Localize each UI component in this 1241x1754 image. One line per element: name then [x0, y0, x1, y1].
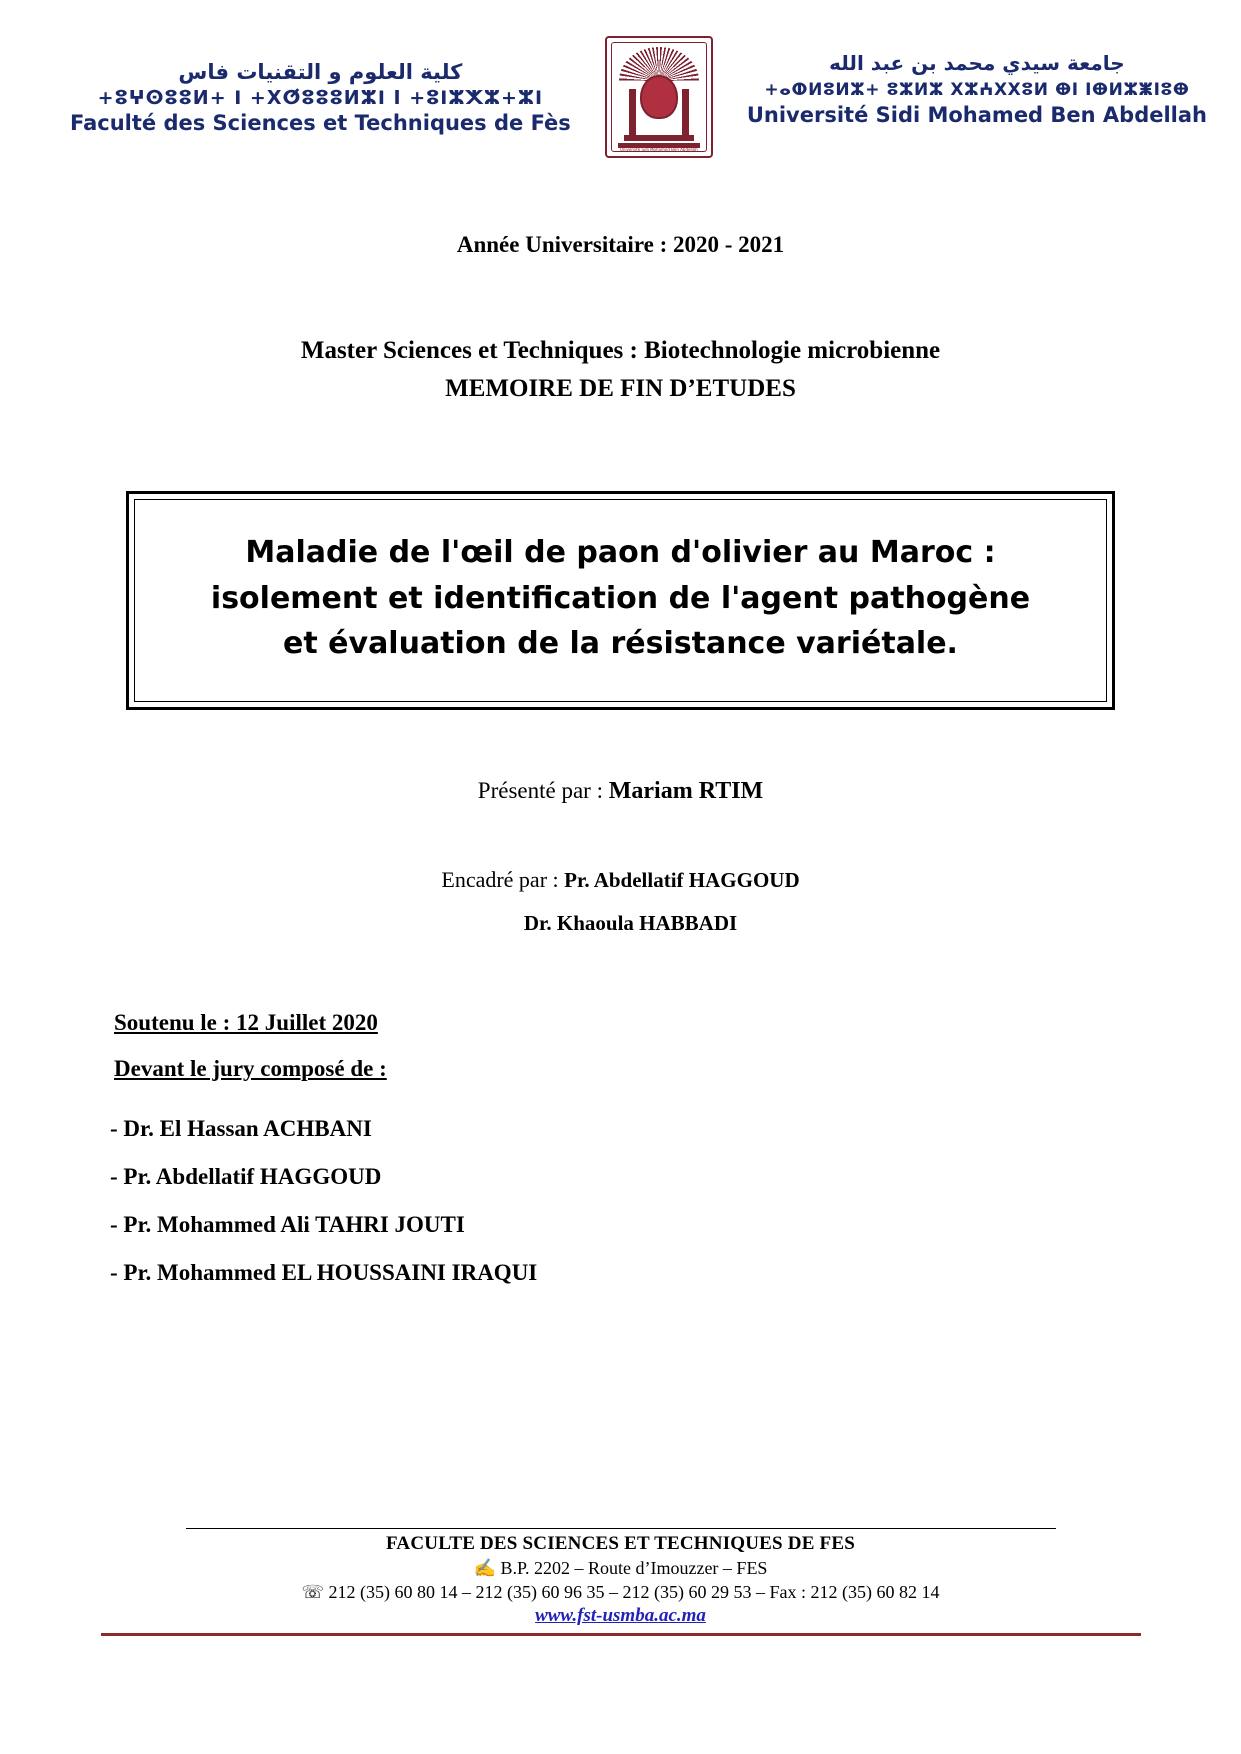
list-item: - Dr. El Hassan ACHBANI [110, 1115, 372, 1141]
footer-faculty-name: FACULTE DES SCIENCES ET TECHNIQUES DE FES [386, 1533, 855, 1554]
footer-website-link[interactable]: www.fst-usmba.ac.ma [535, 1605, 706, 1626]
jury-list [70, 1116, 1171, 1286]
crest-column-left [629, 89, 636, 135]
crest-caption: Université Sidi Mohamed Ben Abdellah [619, 147, 698, 152]
thesis-title-line-1: Maladie de l'œil de paon d'olivier au Maroc : [245, 535, 996, 570]
footer-phone-numbers: ☏ 212 (35) 60 80 14 – 212 (35) 60 96 35 – 212 (35) 60 29 53 – Fax : 212 (35) 60 82 14 [301, 1582, 940, 1602]
supervisor-2-name: Dr. Khaoula HABBADI [523, 910, 738, 935]
university-logo-french: Université Sidi Mohamed Ben Abdellah [746, 102, 1207, 127]
footer-address: ✍ B.P. 2202 – Route d’Imouzzer – FES [473, 1558, 768, 1578]
crest-emblem [640, 75, 678, 119]
faculty-logo-tifinagh: +ⵓⵖⵙⵓⵓⵍ+ I +ⵝⵚⵓⵓⵓⵍⵣI ⵏ +ⵓIⵣⵅⵣ+ⵣI [97, 86, 544, 109]
supervisor-1-name: Pr. Abdellatif HAGGOUD [564, 867, 800, 892]
thesis-title-box [126, 491, 1115, 710]
university-logo-arabic: جامعة سيدي محمد بن عبد الله [829, 51, 1125, 75]
faculty-logo-french: Faculté des Sciences et Techniques de Fès [70, 111, 571, 136]
jury-list-items [110, 1116, 1171, 1286]
faculty-logo-arabic: كلية العلوم و التقنيات فاس [178, 60, 463, 84]
program-line-1: Master Sciences et Techniques : Biotechnologie microbienne [300, 337, 941, 364]
crest-inner [611, 42, 707, 152]
author-name: Mariam RTIM [608, 777, 764, 804]
defense-date: Soutenu le : 12 Juillet 2020 [114, 1009, 378, 1035]
university-logo [747, 22, 1207, 127]
presented-by-line [70, 778, 1171, 805]
faculty-logo [70, 22, 571, 136]
crest-column-right [682, 89, 689, 135]
list-item: - Pr. Mohammed Ali TAHRI JOUTI [110, 1211, 465, 1237]
thesis-title-line-3: et évaluation de la résistance variétale. [283, 626, 958, 662]
university-crest-icon [605, 36, 713, 158]
thesis-title-box-inner [134, 499, 1107, 702]
jury-label: Devant le jury composé de : [114, 1055, 387, 1081]
crest-base-bar [624, 135, 694, 141]
defense-block [70, 1010, 1171, 1082]
cover-page-content [0, 232, 1241, 1286]
footer-divider-bottom [101, 1633, 1141, 1636]
supervisors-block [70, 867, 1171, 936]
list-item: - Pr. Abdellatif HAGGOUD [110, 1163, 382, 1189]
list-item: - Pr. Mohammed EL HOUSSAINI IRAQUI [110, 1259, 538, 1285]
university-logo-tifinagh: +ⴰⵀⵍⵓⵍⵣ+ ⵓⵣⵍⵣ ⵝⵣⵄⵝⵝⵓⵍ ⴲI ⵏⴲⵍⵣⵥⵏⵓⴲ [764, 79, 1190, 100]
presented-by-label: Présenté par : [477, 777, 609, 803]
document-footer [0, 1528, 1241, 1636]
academic-year: Année Universitaire : 2020 - 2021 [456, 232, 785, 257]
footer-divider-top [186, 1528, 1056, 1529]
thesis-title-line-2: isolement et identification de l'agent pathogène [210, 580, 1031, 616]
supervised-by-label: Encadré par : [441, 866, 565, 892]
document-header [0, 0, 1241, 152]
program-heading [70, 332, 1171, 407]
program-line-2: MEMOIRE DE FIN D’ETUDES [445, 374, 796, 402]
footer-website[interactable] [0, 1605, 1241, 1627]
supervisor-line-1 [70, 867, 1171, 893]
